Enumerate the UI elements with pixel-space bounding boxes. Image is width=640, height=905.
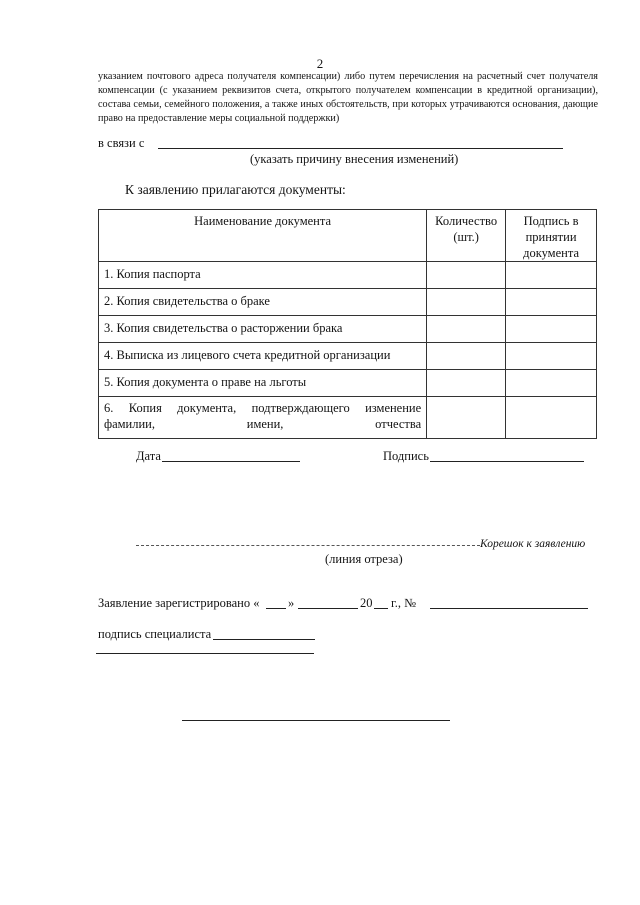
registration-month-line[interactable] [298,608,358,609]
table-row [99,289,597,316]
table-row [99,262,597,289]
signature-cell[interactable] [506,262,597,289]
table-row [99,397,597,439]
reason-hint: (указать причину внесения изменений) [250,152,459,166]
document-name-cell: 5. Копия документа о праве на льготы [99,370,427,397]
table-row [99,316,597,343]
document-name-cell: 2. Копия свидетельства о браке [99,289,427,316]
quantity-cell[interactable] [427,343,506,370]
signature-label: Подпись [383,449,429,463]
registration-year-line[interactable] [374,608,388,609]
bottom-line [182,720,450,721]
table-header-row [99,210,597,262]
quantity-cell[interactable] [427,316,506,343]
signature-cell[interactable] [506,370,597,397]
registration-quote-close: » [288,596,295,610]
specialist-signature-label: подпись специалиста [98,627,212,641]
header-quantity: Количество (шт.) [427,210,506,262]
cut-line-hint: (линия отреза) [325,552,403,566]
registration-number-label: г., № [391,596,417,610]
signature-cell[interactable] [506,316,597,343]
date-input-line[interactable] [162,461,300,462]
documents-table [98,209,597,439]
header-document-name: Наименование документа [99,210,427,262]
attached-documents-title: К заявлению прилагаются документы: [125,182,346,197]
registration-row [98,596,598,612]
reason-label: в связи с [98,136,145,150]
table-row [99,370,597,397]
header-signature: Подпись в принятии документа [506,210,597,262]
document-name-cell: 6. Копия документа, подтверждающего изменение фамилии, имени, отчества [99,397,427,439]
signature-cell[interactable] [506,343,597,370]
registration-year-prefix: 20 [360,596,373,610]
reason-field [98,136,568,152]
signature-cell[interactable] [506,289,597,316]
signature-input-line[interactable] [430,461,584,462]
specialist-name-line[interactable] [96,653,314,654]
quantity-cell[interactable] [427,289,506,316]
quantity-cell[interactable] [427,397,506,439]
document-name-cell: 1. Копия паспорта [99,262,427,289]
cut-line [136,545,480,546]
quantity-cell[interactable] [427,370,506,397]
document-name-cell: 3. Копия свидетельства о расторжении брака [99,316,427,343]
reason-input-line[interactable] [158,148,563,149]
intro-paragraph: указанием почтового адреса получателя компенсации) либо путем перечисления на расчетный счет получателя компенсации (с указанием реквизитов счета, открытого получателем компенсации в кредитной организации), состава семьи, семейного положения, а также иных обстоятельств, при которых утрачиваются основания, дающие право на предоставление меры социальной поддержки) [98,71,598,124]
quantity-cell[interactable] [427,262,506,289]
stub-label: Корешок к заявлению [480,538,586,550]
page-number: 2 [316,56,324,71]
signature-cell[interactable] [506,397,597,439]
date-label: Дата [136,449,161,463]
registration-number-line[interactable] [430,608,588,609]
table-row [99,343,597,370]
specialist-signature-line[interactable] [213,639,315,640]
document-name-cell: 4. Выписка из лицевого счета кредитной организации [99,343,427,370]
registration-day-line[interactable] [266,608,286,609]
registration-label: Заявление зарегистрировано « [98,596,260,610]
